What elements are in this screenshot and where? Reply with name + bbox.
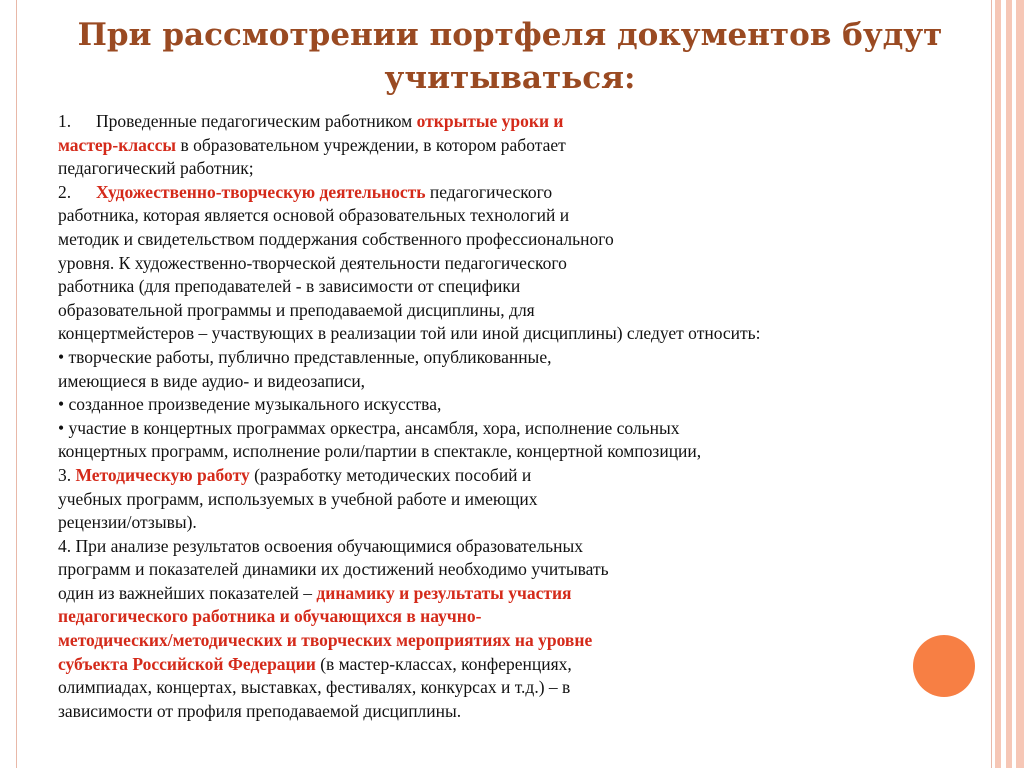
decorative-stripe xyxy=(1016,0,1024,768)
decorative-stripe xyxy=(1006,0,1012,768)
text-line: имеющиеся в виде аудио- и видеозаписи, xyxy=(58,370,366,391)
text-line xyxy=(58,134,968,158)
text-line xyxy=(58,582,968,606)
text: в образовательном учреждении, в котором работает xyxy=(176,134,566,155)
bullet-item: • участие в концертных программах оркестра, ансамбля, хора, исполнение сольных xyxy=(58,417,680,438)
item-number: 3. xyxy=(58,464,76,485)
bullet-item: • творческие работы, публично представленные, опубликованные, xyxy=(58,346,552,367)
item-number: 2. xyxy=(58,181,72,202)
text-line: концертмейстеров – участвующих в реализации той или иной дисциплины) следует относить: xyxy=(58,323,761,344)
text-line: уровня. К художественно-творческой деятельности педагогического xyxy=(58,252,567,273)
text: Проведенные педагогическим работником xyxy=(96,111,417,131)
text-line: рецензии/отзывы). xyxy=(58,512,197,533)
highlight-text: субъекта Российской Федерации xyxy=(58,653,316,674)
text-line: образовательной программы и преподаваемой дисциплины, для xyxy=(58,299,535,320)
text: один из важнейших показателей – xyxy=(58,582,317,603)
text-line: олимпиадах, концертах, выставках, фестивалях, конкурсах и т.д.) – в xyxy=(58,677,571,698)
highlight-text: мастер-классы xyxy=(58,134,177,155)
list-item-1 xyxy=(58,110,968,134)
highlight-line: методических/методических и творческих мероприятиях на уровне xyxy=(58,630,593,651)
list-item-4: 4. При анализе результатов освоения обучающимися образовательных xyxy=(58,535,584,556)
text-line xyxy=(58,653,968,677)
slide-body xyxy=(58,110,968,723)
list-item-2 xyxy=(58,181,968,205)
text: педагогического xyxy=(425,181,553,202)
highlight-text: Методическую работу xyxy=(75,464,250,485)
text: (в мастер-классах, конференциях, xyxy=(315,653,572,674)
slide-title: При рассмотрении портфеля документов будут учитываться: xyxy=(77,17,943,96)
text-line: зависимости от профиля преподаваемой дисциплины. xyxy=(58,700,462,721)
item-number: 1. xyxy=(58,111,72,131)
text-line: работника, которая является основой образовательных технологий и xyxy=(58,205,570,226)
text-line: педагогический работник; xyxy=(58,158,254,179)
decorative-circle xyxy=(913,635,975,697)
list-item-3 xyxy=(58,464,968,488)
highlight-text: Художественно-творческую деятельность xyxy=(96,181,426,202)
text: (разработку методических пособий и xyxy=(249,464,532,485)
highlight-text: открытые уроки и xyxy=(416,111,564,131)
bullet-item: • созданное произведение музыкального искусства, xyxy=(58,394,442,415)
text-line: работника (для преподавателей - в зависимости от специфики xyxy=(58,276,521,297)
highlight-line: педагогического работника и обучающихся в научно- xyxy=(58,606,482,627)
text-line: учебных программ, используемых в учебной работе и имеющих xyxy=(58,488,538,509)
text-line: концертных программ, исполнение роли/партии в спектакле, концертной композиции, xyxy=(58,441,702,462)
text-line: программ и показателей динамики их достижений необходимо учитывать xyxy=(58,559,609,580)
decorative-stripe xyxy=(995,0,1001,768)
highlight-text: динамику и результаты участия xyxy=(316,582,572,603)
text-line: методик и свидетельством поддержания собственного профессионального xyxy=(58,228,614,249)
